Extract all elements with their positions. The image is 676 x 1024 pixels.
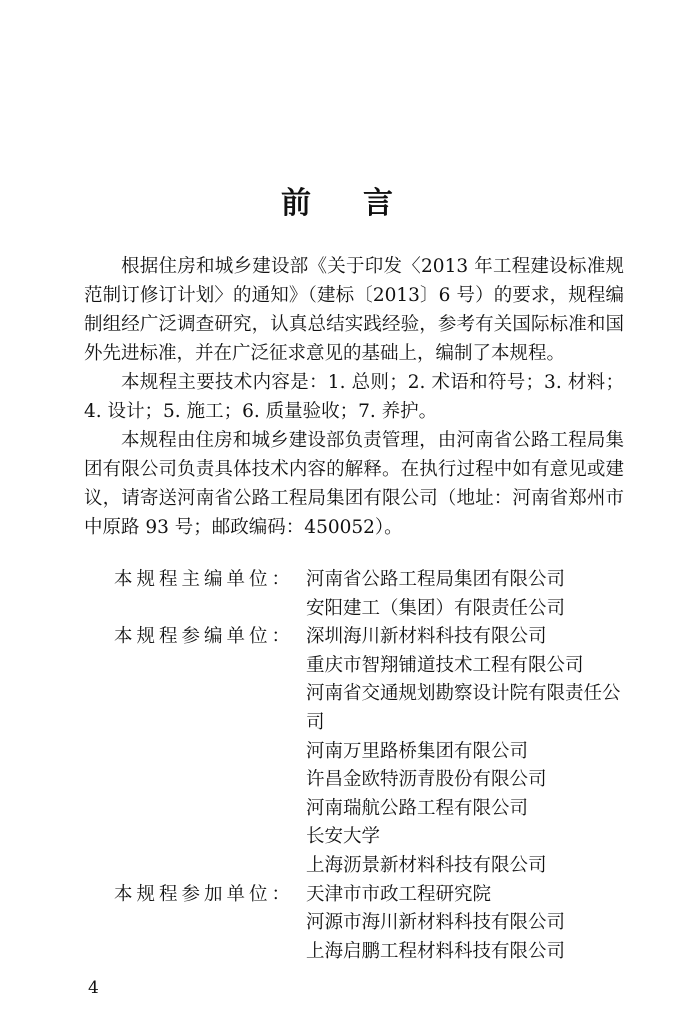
org-item: 河南万里路桥集团有限公司 — [306, 740, 529, 762]
joining-unit-list — [306, 881, 626, 967]
page-number: 4 — [88, 978, 99, 998]
organizations-section — [84, 566, 644, 966]
chief-editor-list — [306, 566, 626, 623]
title-char-1: 前 — [281, 186, 313, 221]
participating-editor-group — [84, 623, 644, 880]
joining-unit-label: 本规程参加单位： — [114, 883, 295, 905]
org-item: 天津市市政工程研究院 — [306, 883, 492, 905]
org-item: 河南省公路工程局集团有限公司 — [306, 569, 566, 590]
org-item: 河南省交通规划勘察设计院有限责任公司 — [306, 683, 621, 733]
org-item: 河南瑞航公路工程有限公司 — [306, 797, 529, 819]
paragraph-management: 本规程由住房和城乡建设部负责管理，由河南省公路工程局集团有限公司负责具体技术内容的解释。在执行过程中如有意见或建议，请寄送河南省公路工程局集团有限公司（地址：河南省郑州市中原路 93 号；邮政编码：450052）。 — [84, 430, 624, 538]
page-title — [0, 178, 676, 222]
paragraph-contents: 本规程主要技术内容是：1. 总则；2. 术语和符号；3. 材料；4. 设计；5. 施工；6. 质量验收；7. 养护。 — [84, 372, 624, 422]
participating-editor-label: 本规程参编单位： — [114, 626, 295, 648]
joining-unit-group — [84, 881, 644, 967]
chief-editor-group — [84, 566, 644, 623]
org-item: 上海启鹏工程材料科技有限公司 — [306, 940, 566, 962]
paragraph-basis: 根据住房和城乡建设部《关于印发〈2013 年工程建设标准规范制订修订计划〉的通知》（建标〔2013〕6 号）的要求，规程编制组经广泛调查研究，认真总结实践经验，参考有关国际标准和国外先进标准，并在广泛征求意见的基础上，编制了本规程。 — [84, 256, 624, 364]
org-item: 长安大学 — [306, 826, 381, 848]
org-item: 安阳建工（集团）有限责任公司 — [306, 597, 566, 619]
org-item: 上海沥景新材料科技有限公司 — [306, 854, 547, 876]
title-char-2: 言 — [363, 186, 395, 221]
org-item: 河源市海川新材料科技有限公司 — [306, 912, 566, 934]
org-item: 深圳海川新材料科技有限公司 — [306, 626, 547, 648]
preface-body — [84, 252, 624, 542]
participating-editor-list — [306, 623, 626, 880]
chief-editor-label: 本规程主编单位： — [114, 569, 295, 590]
org-item: 许昌金欧特沥青股份有限公司 — [306, 769, 547, 791]
org-item: 重庆市智翔铺道技术工程有限公司 — [306, 654, 584, 676]
